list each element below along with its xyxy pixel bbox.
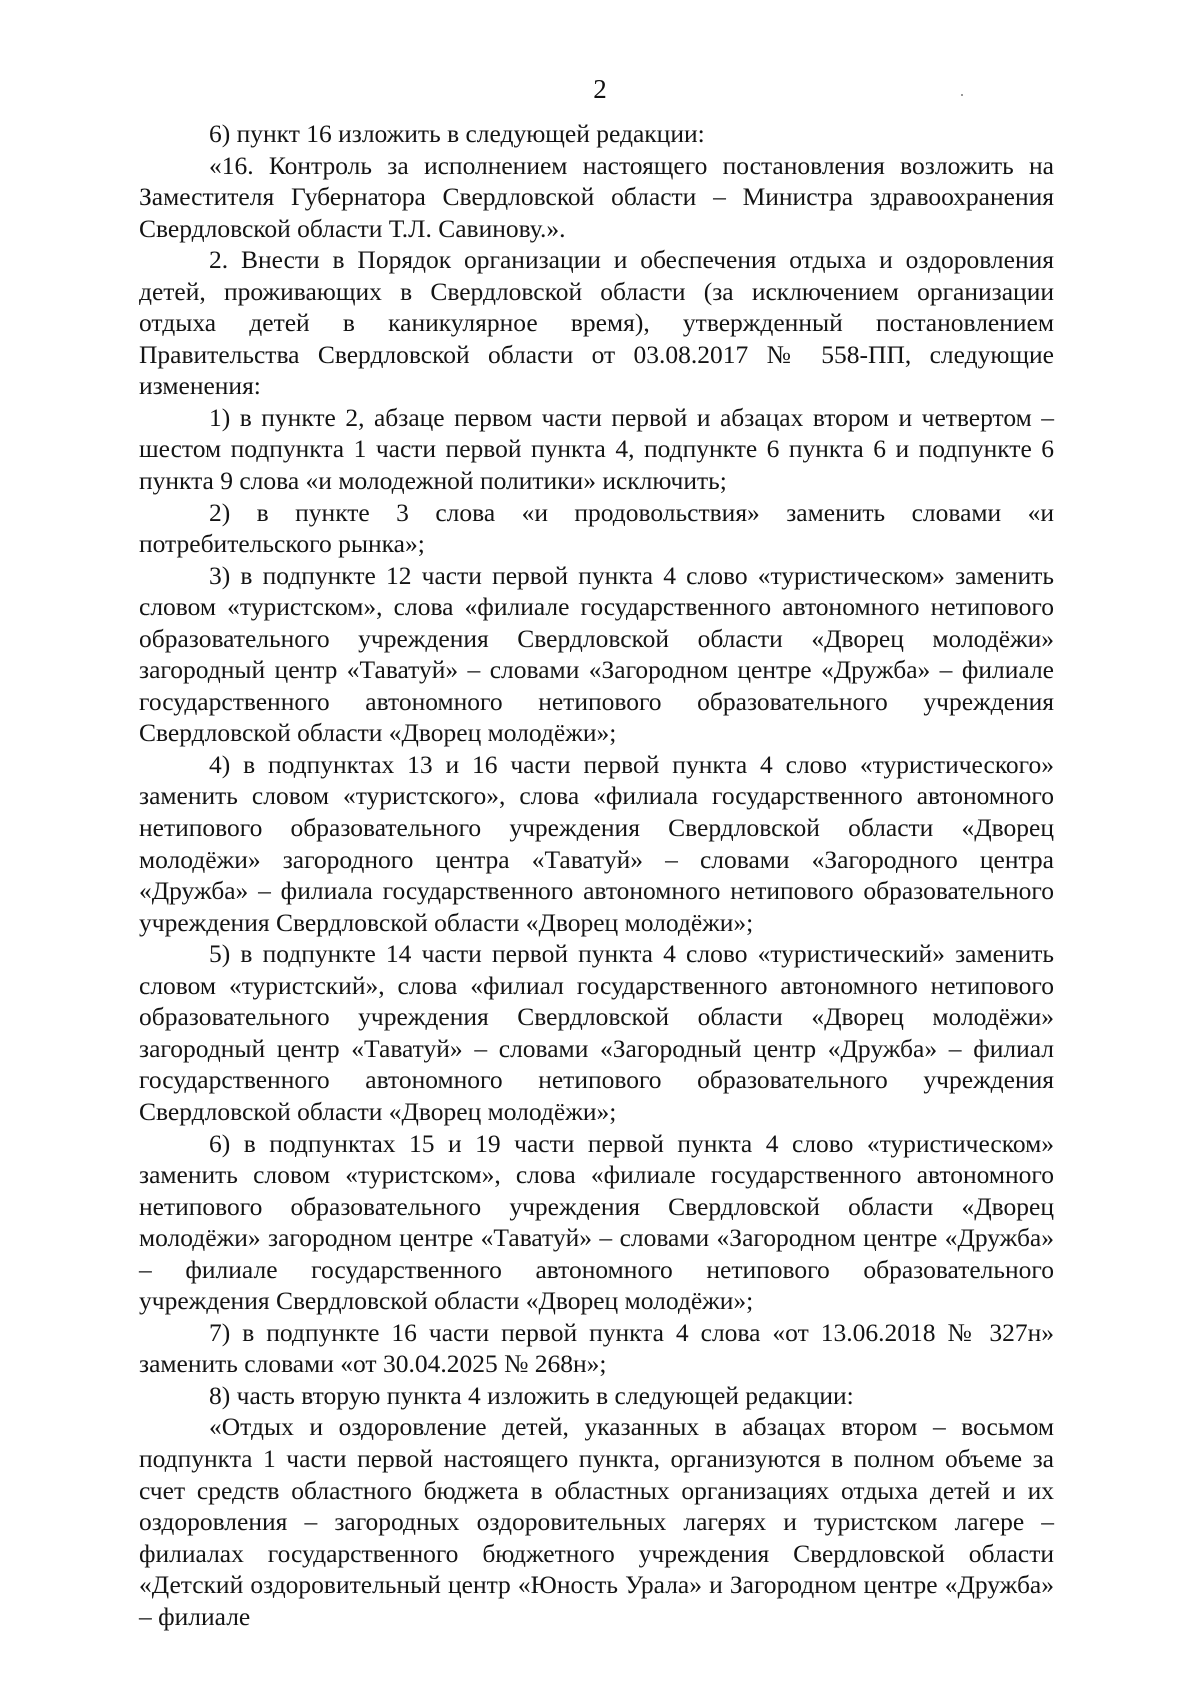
scan-speck (961, 94, 963, 96)
paragraph: «16. Контроль за исполнением настоящего постановления возложить на Заместителя Губернатора Свердловской области – Министра здравоохранения Свердловской области Т.Л. Савинову.». (139, 150, 1054, 243)
paragraph: 6) в подпунктах 15 и 19 части первой пункта 4 слово «туристическом» заменить словом «туристском», слова «филиале государственного автономного нетипового образовательного учреждения Свердловской области «Дворец молодёжи» загородном центре «Таватуй» – словами «Загородном центре «Дружба» – филиале государственного автономного нетипового образовательного учреждения Свердловской области «Дворец молодёжи»; (139, 1128, 1054, 1316)
page-number: 2 (593, 74, 607, 104)
paragraph: 8) часть вторую пункта 4 изложить в следующей редакции: (209, 1380, 854, 1410)
paragraph: «Отдых и оздоровление детей, указанных в абзацах втором – восьмом подпункта 1 части первой настоящего пункта, организуются в полном объеме за счет средств областного бюджета в областных организациях отдыха детей и их оздоровления – загородных оздоровительных лагерях и туристском лагере – филиалах государственного бюджетного учреждения Свердловской области «Детский оздоровительный центр «Юность Урала» и Загородном центре «Дружба» – филиале (139, 1412, 1054, 1631)
paragraph: 2) в пункте 3 слова «и продовольствия» заменить словами «и потребительского рынка»; (139, 497, 1054, 559)
paragraph: 2. Внести в Порядок организации и обеспечения отдыха и оздоровления детей, проживающих в Свердловской области (за исключением организации отдыха детей в каникулярное время), утвержденный постановлением Правительства Свердловской области от 03.08.2017 № 558-ПП, следующие изменения: (139, 245, 1054, 401)
paragraph: 3) в подпункте 12 части первой пункта 4 слово «туристическом» заменить словом «туристском», слова «филиале государственного автономного нетипового образовательного учреждения Свердловской области «Дворец молодёжи» загородный центр «Таватуй» – словами «Загородном центре «Дружба» – филиале государственного автономного нетипового образовательного учреждения Свердловской области «Дворец молодёжи»; (139, 560, 1054, 748)
paragraph: 6) пункт 16 изложить в следующей редакции: (209, 119, 705, 148)
paragraph: 7) в подпункте 16 части первой пункта 4 слова «от 13.06.2018 № 327н» заменить словами «от 30.04.2025 № 268н»; (139, 1317, 1054, 1379)
paragraph: 4) в подпунктах 13 и 16 части первой пункта 4 слово «туристического» заменить словом «туристского», слова «филиала государственного автономного нетипового образовательного учреждения Свердловской области «Дворец молодёжи» загородного центра «Таватуй» – словами «Загородного центра «Дружба» – филиала государственного автономного нетипового образовательного учреждения Свердловской области «Дворец молодёжи»; (139, 749, 1054, 937)
paragraph: 1) в пункте 2, абзаце первом части первой и абзацах втором и четвертом – шестом подпункта 1 части первой пункта 4, подпункте 6 пункта 6 и подпункте 6 пункта 9 слова «и молодежной политики» исключить; (139, 402, 1054, 496)
document-body (139, 118, 1054, 1632)
paragraph: 5) в подпункте 14 части первой пункта 4 слово «туристический» заменить словом «туристский», слова «филиал государственного автономного нетипового образовательного учреждения Свердловской области «Дворец молодёжи» загородный центр «Таватуй» – словами «Загородный центр «Дружба» – филиал государственного автономного нетипового образовательного учреждения Свердловской области «Дворец молодёжи»; (139, 939, 1054, 1126)
